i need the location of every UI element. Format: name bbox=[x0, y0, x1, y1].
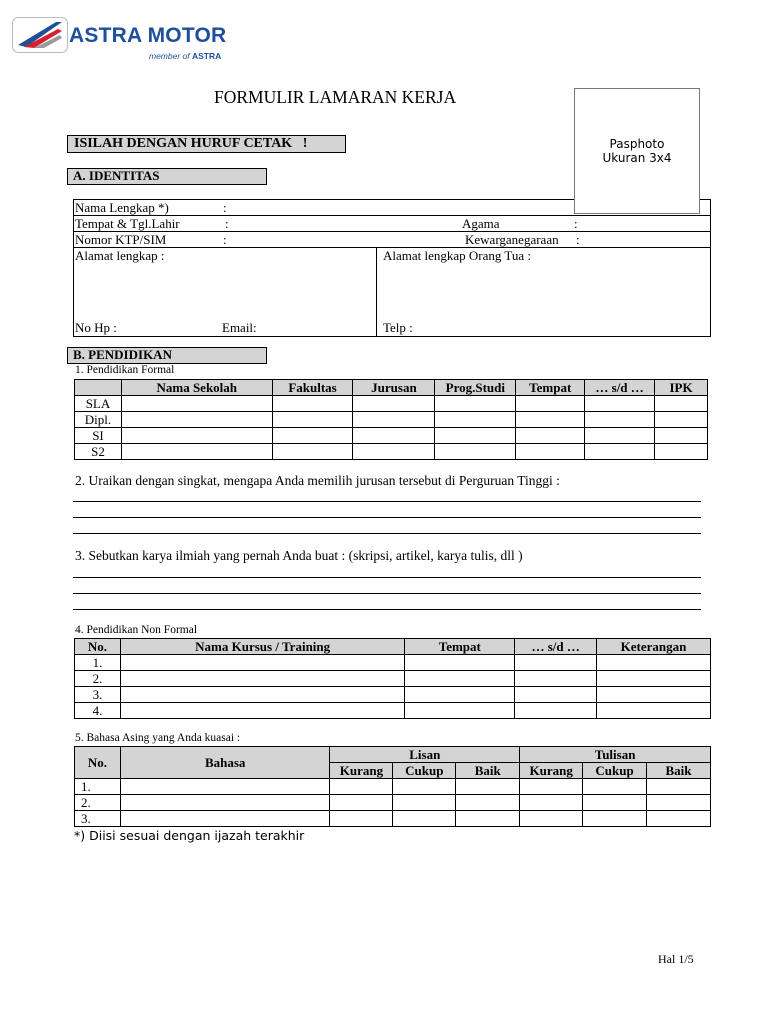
question-3: 3. Sebutkan karya ilmiah yang pernah Anda buat : (skripsi, artikel, karya tulis, dll ) bbox=[75, 548, 523, 563]
header-cell: Nama Sekolah bbox=[121, 380, 272, 396]
input-cell[interactable] bbox=[272, 428, 353, 444]
input-cell[interactable] bbox=[597, 671, 711, 687]
input-cell[interactable] bbox=[585, 444, 655, 460]
input-cell[interactable] bbox=[515, 687, 597, 703]
header-cell: Jurusan bbox=[353, 380, 435, 396]
input-cell[interactable] bbox=[585, 428, 655, 444]
row-label: SLA bbox=[75, 396, 122, 412]
header-cell: Cukup bbox=[583, 763, 647, 779]
header-cell: No. bbox=[75, 639, 121, 655]
input-cell[interactable] bbox=[456, 795, 520, 811]
input-cell[interactable] bbox=[516, 444, 585, 460]
input-cell[interactable] bbox=[647, 811, 711, 827]
row-label: S2 bbox=[75, 444, 122, 460]
input-cell[interactable] bbox=[405, 703, 515, 719]
header-cell: Baik bbox=[647, 763, 711, 779]
input-cell[interactable] bbox=[120, 655, 404, 671]
colon: : bbox=[574, 216, 578, 231]
answer-line[interactable] bbox=[73, 533, 701, 534]
input-cell[interactable] bbox=[353, 412, 435, 428]
input-cell[interactable] bbox=[655, 428, 708, 444]
input-cell[interactable] bbox=[583, 779, 647, 795]
astra-motor-logo bbox=[12, 17, 262, 65]
identity-box bbox=[73, 199, 711, 337]
field-email: Email: bbox=[222, 320, 257, 335]
field-tempat-tgl-lahir: Tempat & Tgl.Lahir bbox=[75, 216, 180, 231]
input-cell[interactable] bbox=[583, 795, 647, 811]
input-cell[interactable] bbox=[120, 811, 330, 827]
field-nama-lengkap: Nama Lengkap *) bbox=[75, 200, 169, 215]
input-cell[interactable] bbox=[597, 655, 711, 671]
row-label: 3. bbox=[75, 811, 121, 827]
field-telp: Telp : bbox=[383, 320, 413, 335]
header-cell: Tempat bbox=[405, 639, 515, 655]
table-row bbox=[75, 671, 711, 687]
input-cell[interactable] bbox=[120, 671, 404, 687]
table-header-row bbox=[75, 639, 711, 655]
header-cell: Tempat bbox=[516, 380, 585, 396]
input-cell[interactable] bbox=[516, 412, 585, 428]
colon: : bbox=[225, 216, 229, 231]
input-cell[interactable] bbox=[516, 428, 585, 444]
table-row bbox=[75, 795, 711, 811]
input-cell[interactable] bbox=[393, 779, 456, 795]
astra-motor-logo-icon bbox=[12, 17, 68, 53]
input-cell[interactable] bbox=[353, 428, 435, 444]
input-cell[interactable] bbox=[120, 779, 330, 795]
nonformal-education-table bbox=[74, 638, 711, 719]
input-cell[interactable] bbox=[520, 779, 583, 795]
field-alamat: Alamat lengkap : bbox=[75, 248, 165, 263]
header-cell: Bahasa bbox=[120, 747, 330, 779]
input-cell[interactable] bbox=[272, 444, 353, 460]
input-cell[interactable] bbox=[330, 811, 393, 827]
language-label: 5. Bahasa Asing yang Anda kuasai : bbox=[75, 732, 241, 744]
table-row bbox=[75, 655, 711, 671]
table-row bbox=[75, 412, 708, 428]
section-b-title: B. PENDIDIKAN bbox=[67, 347, 267, 364]
input-cell[interactable] bbox=[121, 428, 272, 444]
input-cell[interactable] bbox=[597, 687, 711, 703]
divider bbox=[376, 247, 377, 337]
divider bbox=[74, 231, 710, 232]
page-title: FORMULIR LAMARAN KERJA bbox=[214, 87, 457, 107]
input-cell[interactable] bbox=[121, 396, 272, 412]
header-cell: Baik bbox=[456, 763, 520, 779]
input-cell[interactable] bbox=[655, 444, 708, 460]
input-cell[interactable] bbox=[435, 412, 516, 428]
header-cell: … s/d … bbox=[585, 380, 655, 396]
input-cell[interactable] bbox=[120, 703, 404, 719]
answer-line[interactable] bbox=[73, 577, 701, 578]
photo-box-line1: Pasphoto bbox=[609, 137, 665, 151]
instruction-banner: ISILAH DENGAN HURUF CETAK ! bbox=[67, 135, 346, 153]
input-cell[interactable] bbox=[655, 396, 708, 412]
table-header-row bbox=[75, 380, 708, 396]
table-row bbox=[75, 396, 708, 412]
input-cell[interactable] bbox=[597, 703, 711, 719]
table-row bbox=[75, 779, 711, 795]
row-label: 1. bbox=[75, 779, 121, 795]
nonformal-education-label: 4. Pendidikan Non Formal bbox=[75, 624, 198, 636]
table-row bbox=[75, 428, 708, 444]
answer-line[interactable] bbox=[73, 501, 701, 502]
table-header-row bbox=[75, 747, 711, 763]
input-cell[interactable] bbox=[272, 412, 353, 428]
input-cell[interactable] bbox=[435, 444, 516, 460]
header-cell: Fakultas bbox=[272, 380, 353, 396]
colon: : bbox=[223, 200, 227, 215]
input-cell[interactable] bbox=[353, 444, 435, 460]
input-cell[interactable] bbox=[121, 444, 272, 460]
field-kewarganegaraan: Kewarganegaraan bbox=[465, 232, 559, 247]
header-cell bbox=[75, 380, 122, 396]
brand-tagline: member of ASTRA bbox=[149, 51, 222, 61]
question-2: 2. Uraikan dengan singkat, mengapa Anda memilih jurusan tersebut di Perguruan Tinggi : bbox=[75, 473, 560, 488]
section-a-title: A. IDENTITAS bbox=[67, 168, 267, 185]
input-cell[interactable] bbox=[330, 795, 393, 811]
row-label: 2. bbox=[75, 795, 121, 811]
header-cell: No. bbox=[75, 747, 121, 779]
input-cell[interactable] bbox=[393, 795, 456, 811]
input-cell[interactable] bbox=[405, 687, 515, 703]
footnote: *) Diisi sesuai dengan ijazah terakhir bbox=[74, 828, 305, 843]
header-cell: Lisan bbox=[330, 747, 520, 763]
input-cell[interactable] bbox=[520, 795, 583, 811]
answer-line[interactable] bbox=[73, 609, 701, 610]
photo-box[interactable] bbox=[574, 88, 700, 214]
table-row bbox=[75, 444, 708, 460]
input-cell[interactable] bbox=[435, 396, 516, 412]
colon: : bbox=[223, 232, 227, 247]
header-cell: … s/d … bbox=[515, 639, 597, 655]
input-cell[interactable] bbox=[120, 795, 330, 811]
field-no-hp: No Hp : bbox=[75, 320, 117, 335]
input-cell[interactable] bbox=[393, 811, 456, 827]
page-number: Hal 1/5 bbox=[658, 952, 694, 966]
header-cell: Tulisan bbox=[520, 747, 711, 763]
table-row bbox=[75, 703, 711, 719]
brand-name: ASTRA MOTOR bbox=[69, 24, 227, 47]
header-cell: IPK bbox=[655, 380, 708, 396]
input-cell[interactable] bbox=[520, 811, 583, 827]
photo-box-line2: Ukuran 3x4 bbox=[602, 151, 672, 165]
input-cell[interactable] bbox=[405, 671, 515, 687]
input-cell[interactable] bbox=[456, 779, 520, 795]
header-cell: Kurang bbox=[330, 763, 393, 779]
input-cell[interactable] bbox=[647, 779, 711, 795]
table-row bbox=[75, 811, 711, 827]
input-cell[interactable] bbox=[435, 428, 516, 444]
header-cell: Cukup bbox=[393, 763, 456, 779]
row-label: Dipl. bbox=[75, 412, 122, 428]
row-label: 1. bbox=[75, 655, 121, 671]
input-cell[interactable] bbox=[515, 655, 597, 671]
input-cell[interactable] bbox=[515, 671, 597, 687]
input-cell[interactable] bbox=[655, 412, 708, 428]
colon: : bbox=[576, 232, 580, 247]
row-label: 4. bbox=[75, 703, 121, 719]
answer-line[interactable] bbox=[73, 517, 701, 518]
header-cell: Keterangan bbox=[597, 639, 711, 655]
header-cell: Prog.Studi bbox=[435, 380, 516, 396]
input-cell[interactable] bbox=[585, 396, 655, 412]
input-cell[interactable] bbox=[272, 396, 353, 412]
input-cell[interactable] bbox=[121, 412, 272, 428]
field-alamat-ortu: Alamat lengkap Orang Tua : bbox=[383, 248, 532, 263]
input-cell[interactable] bbox=[583, 811, 647, 827]
input-cell[interactable] bbox=[405, 655, 515, 671]
input-cell[interactable] bbox=[330, 779, 393, 795]
row-label: 2. bbox=[75, 671, 121, 687]
language-table bbox=[74, 746, 711, 827]
input-cell[interactable] bbox=[120, 687, 404, 703]
input-cell[interactable] bbox=[515, 703, 597, 719]
formal-education-label: 1. Pendidikan Formal bbox=[75, 364, 175, 376]
input-cell[interactable] bbox=[647, 795, 711, 811]
input-cell[interactable] bbox=[353, 396, 435, 412]
table-row bbox=[75, 687, 711, 703]
field-nomor-ktp: Nomor KTP/SIM bbox=[75, 232, 167, 247]
header-cell: Kurang bbox=[520, 763, 583, 779]
row-label: 3. bbox=[75, 687, 121, 703]
header-cell: Nama Kursus / Training bbox=[120, 639, 404, 655]
field-agama: Agama bbox=[462, 216, 500, 231]
formal-education-table bbox=[74, 379, 708, 460]
input-cell[interactable] bbox=[516, 396, 585, 412]
input-cell[interactable] bbox=[585, 412, 655, 428]
input-cell[interactable] bbox=[456, 811, 520, 827]
row-label: SI bbox=[75, 428, 122, 444]
answer-line[interactable] bbox=[73, 593, 701, 594]
